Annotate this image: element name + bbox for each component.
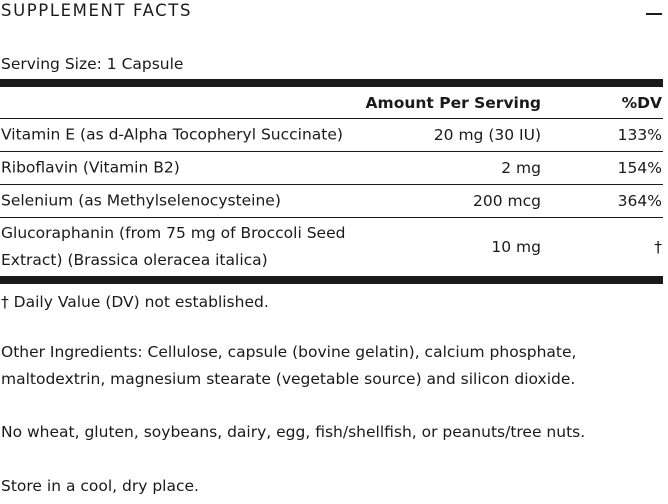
nutrient-amount: 10 mg — [491, 238, 541, 256]
nutrient-name-line-2: Extract) (Brassica oleracea italica) — [1, 251, 268, 269]
dv-footnote: † Daily Value (DV) not established. — [1, 293, 269, 311]
supplement-facts-table — [0, 79, 663, 284]
minus-icon-bar — [646, 13, 662, 15]
nutrient-name: Vitamin E (as d-Alpha Tocopheryl Succinate) — [1, 125, 343, 144]
storage-instructions: Store in a cool, dry place. — [1, 477, 199, 495]
minus-icon[interactable] — [646, 2, 662, 24]
nutrient-dv: 154% — [617, 159, 662, 177]
section-title: SUPPLEMENT FACTS — [1, 1, 193, 20]
nutrient-name: Riboflavin (Vitamin B2) — [1, 158, 180, 177]
table-header-row — [0, 87, 663, 119]
top-thick-rule — [0, 79, 663, 87]
nutrient-amount: 200 mcg — [473, 192, 541, 210]
other-ingredients-line-1: Other Ingredients: Cellulose, capsule (bovine gelatin), calcium phosphate, — [1, 343, 577, 361]
table-row — [0, 218, 663, 276]
nutrient-name-line-1: Glucoraphanin (from 75 mg of Broccoli Seed — [1, 224, 346, 242]
nutrient-name — [1, 220, 345, 274]
nutrient-name: Selenium (as Methylselenocysteine) — [1, 191, 281, 210]
nutrient-amount: 2 mg — [501, 159, 541, 177]
table-row — [0, 152, 663, 185]
amount-per-serving-header: Amount Per Serving — [365, 93, 541, 112]
table-row — [0, 185, 663, 218]
supplement-facts-header[interactable] — [0, 0, 668, 26]
other-ingredients-line-2: maltodextrin, magnesium stearate (vegetable source) and silicon dioxide. — [1, 370, 576, 388]
allergen-statement: No wheat, gluten, soybeans, dairy, egg, fish/shellfish, or peanuts/tree nuts. — [1, 423, 586, 441]
nutrient-dv: 133% — [617, 126, 662, 144]
bottom-thick-rule — [0, 276, 663, 284]
nutrient-dv: 364% — [617, 192, 662, 210]
dv-header: %DV — [621, 93, 662, 112]
other-ingredients — [1, 339, 661, 393]
table-row — [0, 119, 663, 152]
nutrient-amount: 20 mg (30 IU) — [433, 126, 541, 144]
nutrient-dv: † — [654, 238, 662, 256]
serving-size: Serving Size: 1 Capsule — [1, 55, 184, 73]
